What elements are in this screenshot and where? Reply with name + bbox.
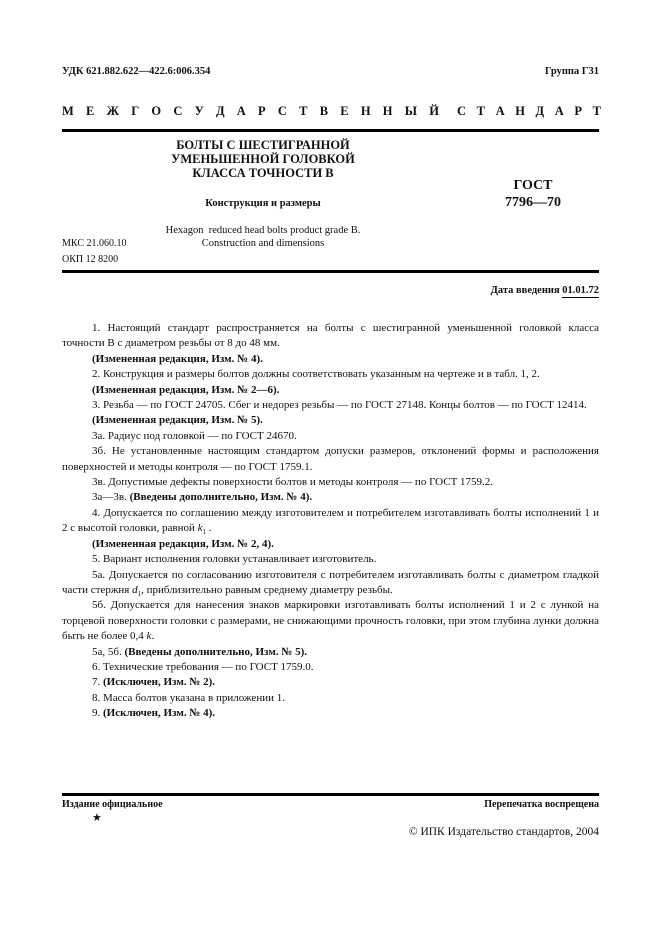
clause-text-end: , приблизительно равным среднему диаметру резьбы. (141, 583, 393, 596)
heading-letter: Т (592, 104, 601, 118)
mks-code: МКС 21.060.10 (62, 238, 127, 249)
english-title-line: Construction and dimensions (201, 238, 325, 249)
amendment-note: (Введены дополнительно, Изм. № 4). (129, 491, 313, 504)
clause-1: 1. Настоящий стандарт распространяется на болты с шестигранной уменьшенной головкой класса точности В с диаметром резьбы от 8 до 48 мм. (62, 322, 599, 350)
english-title (130, 224, 396, 250)
amendment-note: (Введены дополнительно, Изм. № 5). (124, 645, 308, 658)
interstate-word (62, 104, 439, 119)
subscript: 1 (137, 590, 142, 599)
subscript: 1 (202, 528, 206, 537)
title-block (130, 138, 396, 250)
english-title-line: Hexagon reduced head bolts product grade B. (165, 225, 361, 236)
variable-k: k (197, 522, 203, 535)
reprint-prohibited-label: Перепечатка воспрещена (484, 799, 599, 810)
introduction-date (491, 285, 599, 296)
clause-7 (62, 675, 599, 690)
variable-k: k (146, 630, 152, 643)
intro-date-value: 01.01.72 (562, 285, 599, 296)
clause-3: 3. Резьба — по ГОСТ 24705. Сбег и недорез резьбы — по ГОСТ 27148. Концы болтов — по ГОСТ 12414. (92, 399, 587, 412)
gost-number: 7796—70 (505, 195, 561, 210)
heading-letter: Ж (106, 104, 119, 118)
heading-letter: Н (382, 104, 393, 118)
clause-text-end: . (206, 522, 212, 535)
note-prefix: 5а, 5б. (92, 645, 125, 658)
note-prefix: 7. (92, 676, 103, 689)
clause-text: 4. Допускается по соглашению между изготовителем и потребителем изготавливать болты исполнений 1 и 2 с высотой головки, равной (62, 506, 599, 535)
gost-number-block (490, 177, 576, 211)
note-prefix: 9. (92, 707, 103, 720)
clause-text: 5б. Допускается для нанесения знаков маркировки изготавливать болты исполнений 1 и 2 с лункой на торцевой поверхности головки с размерами, не снижающими прочность головки, при этом глубина лунки должна быть не более 0,4 (62, 599, 599, 643)
star-icon: ★ (92, 812, 102, 824)
footer-rule-divider (62, 793, 599, 796)
clause-6: 6. Технические требования — по ГОСТ 1759.0. (92, 660, 314, 673)
amendment-note: (Измененная редакция, Изм. № 2—6). (92, 383, 280, 396)
heading-letter: У (194, 104, 204, 118)
title-line: КЛАССА ТОЧНОСТИ В (192, 166, 334, 180)
heading-letter: С (457, 104, 467, 118)
clause-5b (62, 598, 599, 644)
clause-text: 5а. Допускается по согласованию изготовителя с потребителем изготавливать болты с диаметром гладкой части стержня (62, 568, 599, 596)
clause-8: 8. Масса болтов указана в приложении 1. (92, 691, 285, 704)
heading-letter: Р (258, 104, 266, 118)
clause-3b: 3б. Не установленные настоящим стандартом допуски размеров, отклонений формы и расположения поверхностей и методы контроля — по ГОСТ 1759.1. (62, 445, 599, 473)
heading-letter: В (319, 104, 329, 118)
heading-letter: Ы (404, 104, 418, 118)
document-subtitle: Конструкция и размеры (205, 198, 321, 209)
clause-5a-5b-note (62, 645, 599, 660)
amendment-note: (Измененная редакция, Изм. № 4). (92, 352, 263, 365)
standard-word (457, 104, 601, 119)
gost-label: ГОСТ (513, 178, 553, 193)
top-rule-divider (62, 129, 599, 132)
clause-4 (62, 506, 599, 537)
heading-letter: С (277, 104, 287, 118)
heading-letter: А (495, 104, 505, 118)
heading-letter: О (151, 104, 162, 118)
group-code: Группа Г31 (544, 66, 599, 77)
clause-9 (62, 706, 599, 721)
udk-code: УДК 621.882.622—422.6:006.354 (62, 66, 211, 77)
variable-d: d (132, 583, 138, 596)
heading-letter: Й (429, 104, 439, 118)
okp-code: ОКП 12 8200 (62, 254, 119, 265)
heading-letter: Р (574, 104, 582, 118)
heading-letter: Е (340, 104, 349, 118)
amendment-note: (Измененная редакция, Изм. № 2, 4). (92, 537, 274, 550)
heading-letter: Г (131, 104, 140, 118)
heading-letter: Н (515, 104, 525, 118)
amendment-note: (Исключен, Изм. № 4). (103, 707, 216, 720)
amendment-note: (Исключен, Изм. № 2). (103, 676, 216, 689)
amendment-note: (Измененная редакция, Изм. № 5). (92, 414, 263, 427)
title-line: УМЕНЬШЕННОЙ ГОЛОВКОЙ (171, 152, 355, 166)
title-line: БОЛТЫ С ШЕСТИГРАННОЙ (176, 138, 350, 152)
heading-letter: А (236, 104, 246, 118)
interstate-standard-heading (62, 104, 601, 119)
heading-letter: Н (360, 104, 371, 118)
clause-3v: 3в. Допустимые дефекты поверхности болтов и методы контроля — по ГОСТ 1759.2. (92, 476, 494, 489)
header-bottom-rule-divider (62, 270, 599, 273)
clause-5: 5. Вариант исполнения головки устанавливает изготовитель. (92, 553, 377, 566)
clause-3a: 3а. Радиус под головкой — по ГОСТ 24670. (92, 429, 297, 442)
clause-text-end: . (151, 630, 155, 643)
heading-letter: М (62, 104, 74, 118)
document-title (130, 138, 396, 180)
heading-letter: Т (299, 104, 308, 118)
document-body (62, 321, 599, 722)
heading-letter: С (173, 104, 183, 118)
clause-5a (62, 568, 599, 599)
classification-codes (62, 236, 126, 268)
official-edition-label: Издание официальное (62, 799, 163, 810)
heading-letter: Т (476, 104, 485, 118)
heading-letter: Е (86, 104, 95, 118)
heading-letter: А (554, 104, 564, 118)
note-prefix: 3а—3в. (92, 491, 130, 504)
clause-3a-3v-note (62, 490, 599, 505)
heading-letter: Д (215, 104, 225, 118)
copyright-notice: © ИПК Издательство стандартов, 2004 (408, 826, 599, 838)
heading-letter: Д (535, 104, 545, 118)
intro-date-label: Дата введения (490, 285, 563, 296)
clause-2: 2. Конструкция и размеры болтов должны соответствовать указанным на чертеже и в табл. 1, 2. (92, 368, 540, 381)
